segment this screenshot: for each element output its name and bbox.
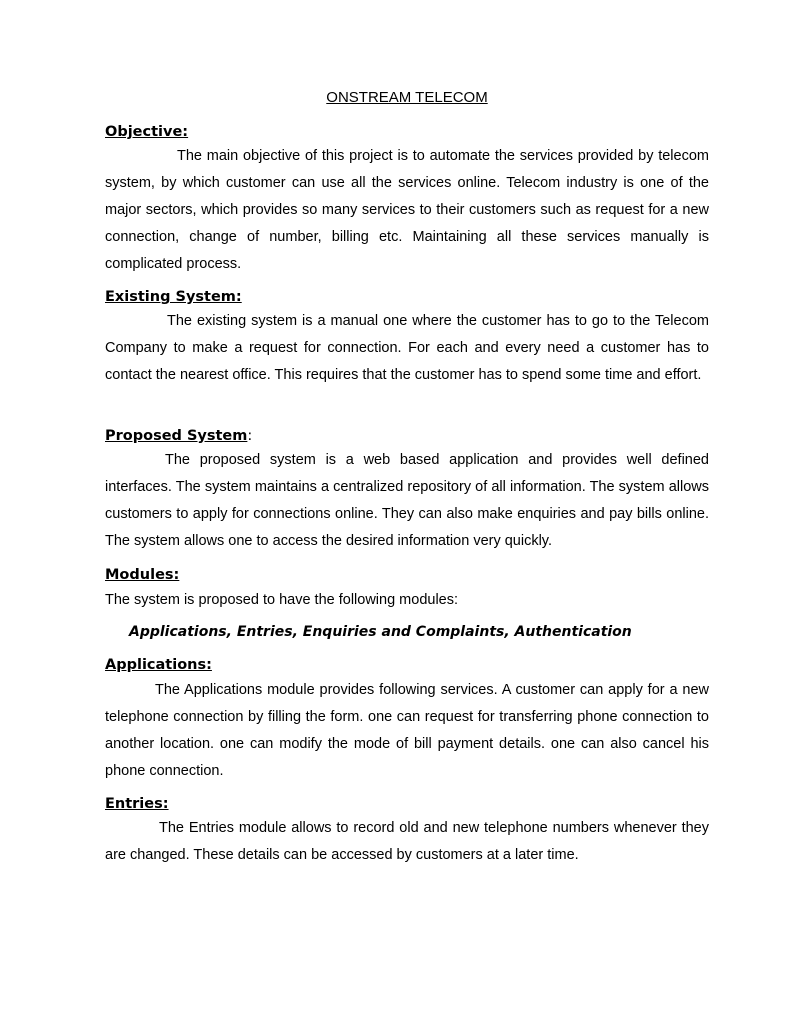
applications-heading — [105, 655, 212, 675]
modules-heading — [105, 565, 179, 585]
applications-paragraph: The Applications module provides following services. A customer can apply for a new telephone connection by filling the form. one can request for transferring phone connection to another location. one can modify the mode of bill payment details. one can also cancel his phone connection. — [105, 682, 709, 779]
proposed-system-heading-colon: : — [247, 428, 253, 444]
proposed-system-heading-text: Proposed System — [105, 428, 248, 444]
entries-heading-text: Entries: — [105, 796, 169, 812]
existing-system-paragraph: The existing system is a manual one where the customer has to go to the Telecom Company to make a request for connection. For each and every need a customer has to contact the nearest office. This requires that the customer has to spend some time and effort. — [105, 313, 709, 383]
existing-system-heading-text: Existing System: — [105, 289, 242, 305]
proposed-system-heading — [105, 426, 252, 446]
document-title: ONSTREAM TELECOM — [326, 89, 488, 106]
applications-heading-text: Applications: — [105, 657, 212, 673]
modules-heading-text: Modules: — [105, 567, 180, 583]
proposed-system-paragraph: The proposed system is a web based application and provides well defined interfaces. The system maintains a centralized repository of all information. The system allows customers to apply for connections online. They can also make enquiries and pay bills online. The system allows one to access the desired information very quickly. — [105, 452, 709, 549]
modules-list: Applications, Entries, Enquiries and Complaints, Authentication — [129, 624, 632, 640]
existing-system-heading — [105, 287, 242, 307]
entries-paragraph: The Entries module allows to record old and new telephone numbers whenever they are changed. These details can be accessed by customers at a later time. — [105, 820, 709, 863]
objective-paragraph: The main objective of this project is to automate the services provided by telecom system, by which customer can use all the services online. Telecom industry is one of the major sectors, which provides so many services to their customers such as request for a new connection, change of number, billing etc. Maintaining all these services manually is complicated process. — [105, 148, 709, 272]
entries-heading — [105, 794, 169, 814]
modules-intro: The system is proposed to have the following modules: — [105, 592, 459, 608]
objective-heading — [105, 122, 188, 142]
objective-heading-text: Objective: — [105, 124, 189, 140]
